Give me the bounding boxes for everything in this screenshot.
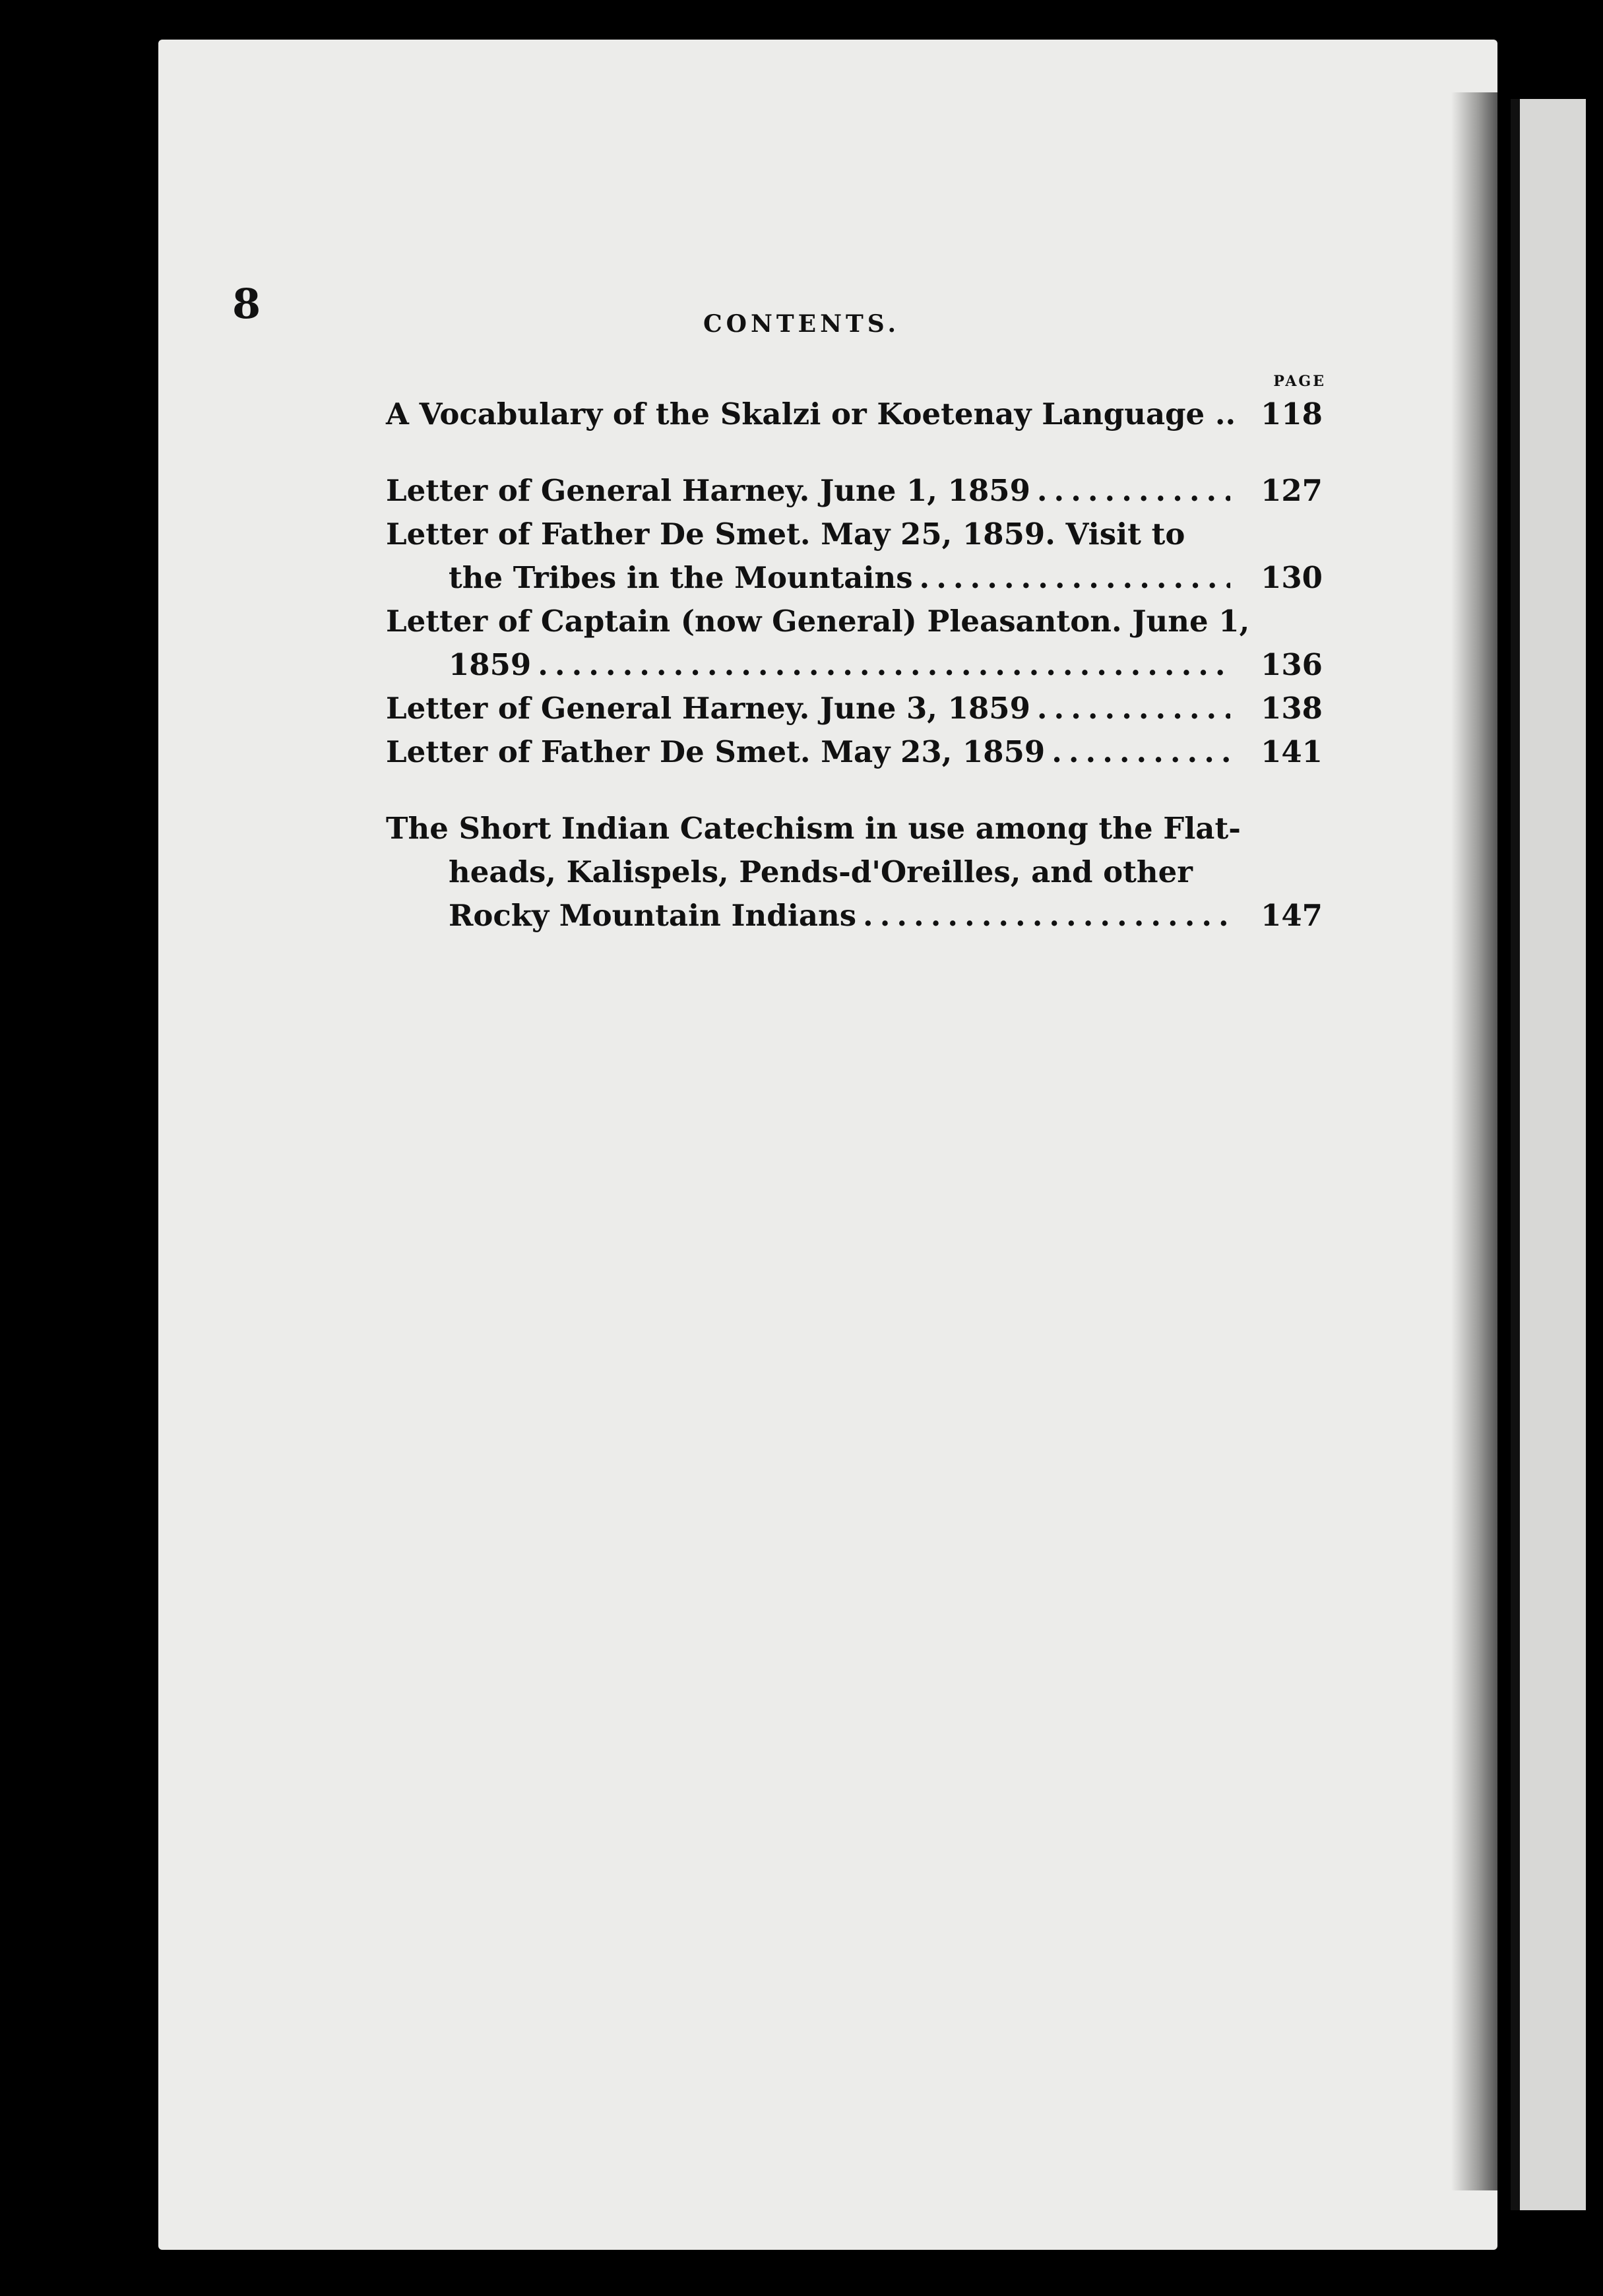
page-title: CONTENTS. [703,310,900,338]
toc-entry-title: Letter of General Harney. June 3, 1859 [386,691,1030,726]
toc-entry [386,513,1323,600]
toc-entry-title-cont: heads, Kalispels, Pends-d'Oreilles, and other [449,854,1193,889]
toc-entry [386,600,1323,687]
dot-leader [1052,730,1230,774]
toc-entry-page: 118 [1261,397,1323,431]
toc-entry-title: Letter of Father De Smet. May 23, 1859 [386,734,1046,769]
toc-entry-page: 138 [1261,691,1323,726]
toc-entry [386,687,1323,730]
toc-entry [386,393,1323,436]
toc-entry-title-cont: the Tribes in the Mountains [449,560,913,595]
toc-entry-title: Letter of General Harney. June 1, 1859 [386,473,1030,508]
dot-leader [863,894,1230,938]
toc-entry-title-cont: 1859 [449,647,532,682]
toc-entry-title: The Short Indian Catechism in use among the Flat- [386,811,1241,846]
toc-entry [386,469,1323,513]
toc-entry-page: 130 [1261,560,1323,595]
dot-leader [920,556,1230,600]
dot-leader [538,643,1230,687]
page-column-label: PAGE [1273,373,1326,390]
page-number: 8 [232,280,261,328]
table-of-contents [386,393,1323,938]
toc-entry-page: 141 [1261,734,1323,769]
toc-entry-title: Letter of Father De Smet. May 25, 1859. Visit to [386,517,1185,552]
dot-leader [1037,687,1230,730]
facing-page-edge [1511,99,1586,2210]
toc-entry-page: 147 [1261,898,1323,933]
toc-entry-title-cont: Rocky Mountain Indians [449,898,857,933]
toc-entry [386,807,1323,938]
toc-entry-page: 127 [1261,473,1323,508]
book-page [158,40,1497,2250]
toc-entry-title: Letter of Captain (now General) Pleasanton. June 1, [386,604,1250,639]
toc-entry-title: A Vocabulary of the Skalzi or Koetenay Language .. [386,397,1236,431]
toc-entry-page: 136 [1261,647,1323,682]
toc-entry [386,730,1323,774]
dot-leader [1037,469,1230,513]
